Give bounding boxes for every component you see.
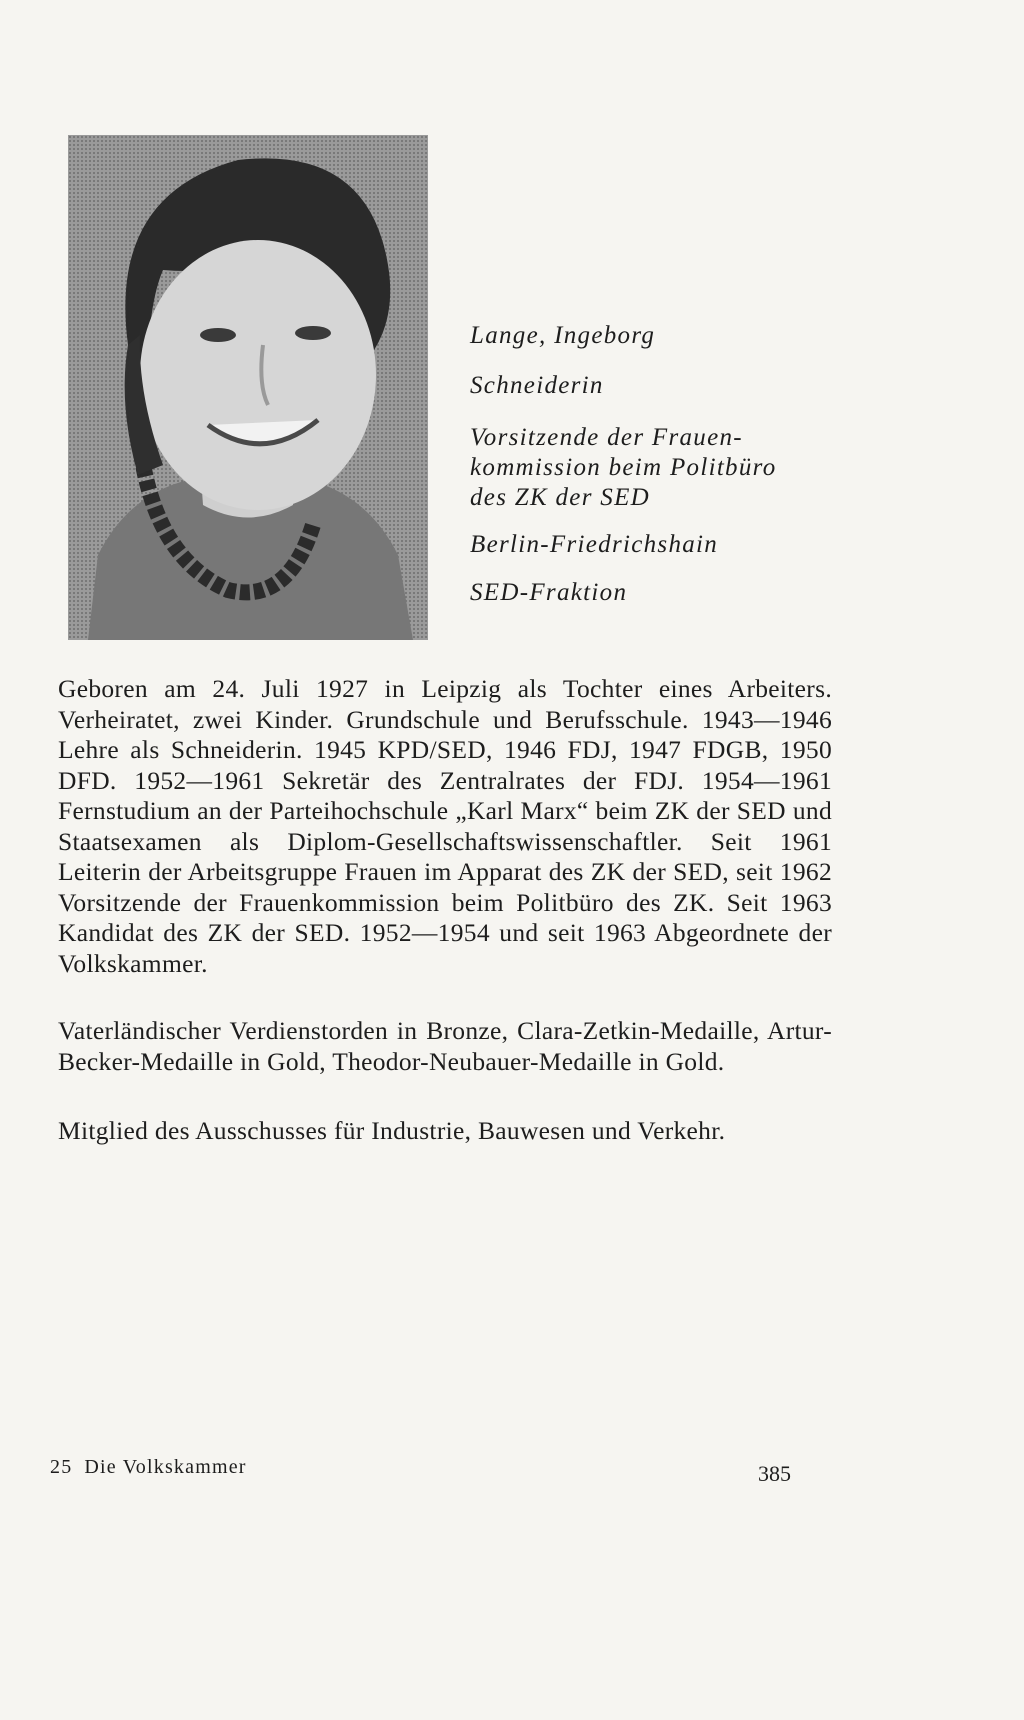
- caption-position-line1: Vorsitzende der Frauen-: [470, 424, 743, 451]
- caption-name: Lange, Ingeborg: [470, 322, 656, 349]
- biography-paragraph: Geboren am 24. Juli 1927 in Leipzig als Tochter eines Arbeiters. Verheiratet, zwei Kinder. Grundschule und Berufsschule. 1943—1946 Lehre als Schneiderin. 1945 KPD/SED, 1946 FDJ, 1947 FDGB, 1950 DFD. 1952—1961 Sekretär des Zentralrates der FDJ. 1954—1961 Fernstudium an der Parteihochschule „Karl Marx“ beim ZK der SED und Staatsexamen als Diplom-Gesellschaftswissenschaftler. Seit 1961 Leiterin der Arbeitsgruppe Frauen im Apparat des ZK der SED, seit 1962 Vorsitzende der Frauenkommission beim Politbüro des ZK. Seit 1963 Kandidat des ZK der SED. 1952—1954 und seit 1963 Abgeordnete der Volkskammer.: [58, 674, 832, 978]
- biography-text: [58, 674, 832, 979]
- committee-text: [58, 1116, 832, 1147]
- portrait-photo: [68, 135, 428, 640]
- signature-title: Die Volkskammer: [84, 1456, 247, 1478]
- page-number: 385: [758, 1461, 791, 1486]
- caption-occupation: Schneiderin: [470, 372, 604, 399]
- caption-faction: SED-Fraktion: [470, 579, 628, 606]
- caption-position-line3: des ZK der SED: [470, 484, 651, 511]
- portrait-image: [68, 135, 428, 640]
- caption-position-line2: kommission beim Politbüro: [470, 454, 777, 481]
- caption-constituency: Berlin-Friedrichshain: [470, 531, 719, 558]
- awards-paragraph: Vaterländischer Verdienstorden in Bronze, Clara-Zetkin-Medaille, Artur-Becker-Medaille in Gold, Theodor-Neubauer-Medaille in Gold.: [58, 1016, 832, 1076]
- awards-text: [58, 1016, 832, 1077]
- committee-paragraph: Mitglied des Ausschusses für Industrie, Bauwesen und Verkehr.: [58, 1116, 726, 1145]
- signature-mark: [50, 1456, 247, 1479]
- signature-number: 25: [50, 1456, 73, 1478]
